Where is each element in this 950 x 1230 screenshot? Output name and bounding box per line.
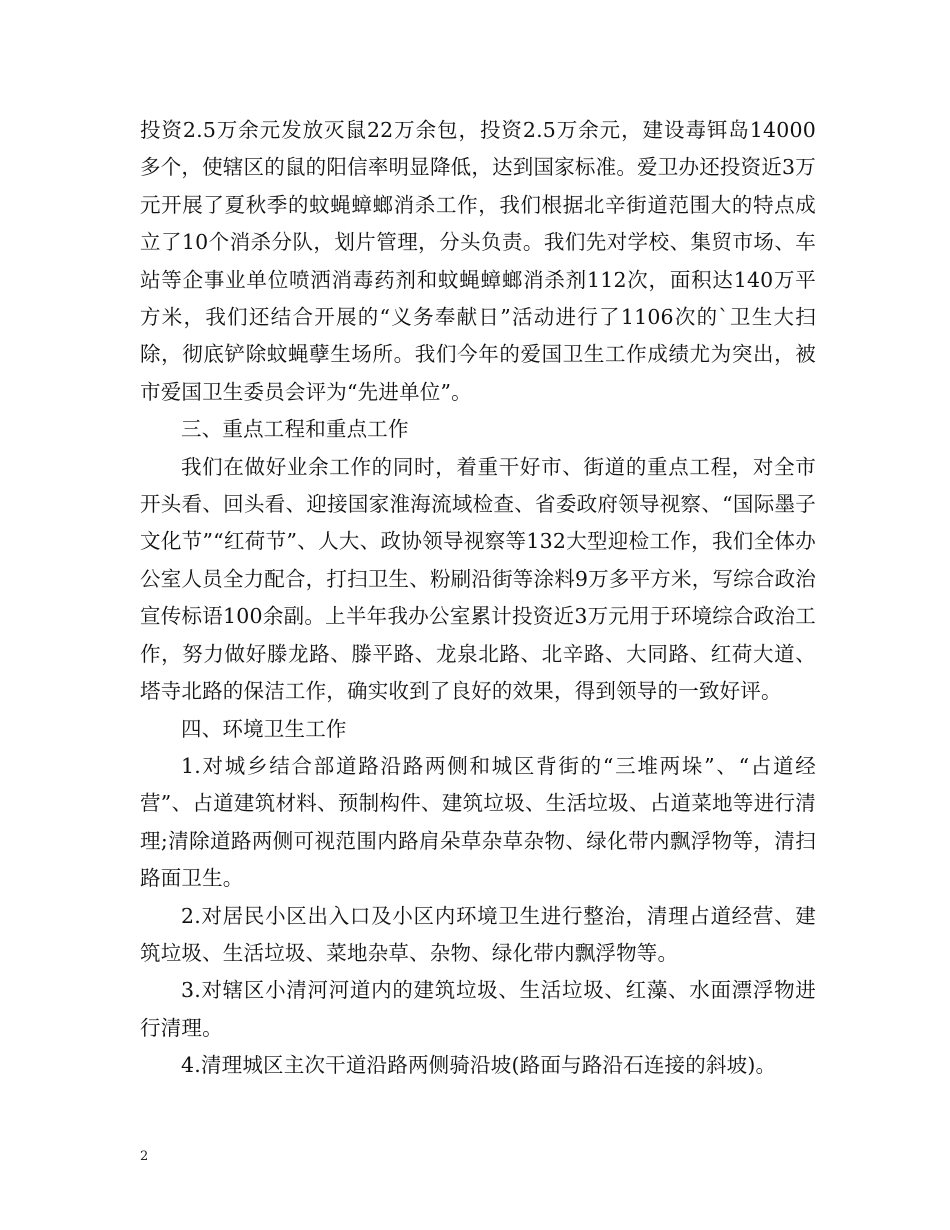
- paragraph-item-3: 3.对辖区小清河河道内的建筑垃圾、生活垃圾、红藻、水面漂浮物进行清理。: [140, 978, 816, 1040]
- page-number: 2: [140, 1149, 149, 1164]
- paragraph-rodent-control: 投资2.5万余元发放灭鼠22万余包，投资2.5万余元，建设毒铒岛14000多个，使辖区的鼠的阳信率明显降低，达到国家标准。爱卫办还投资近3万元开展了夏秋季的蚊蝇蟑螂消杀工作，我们根据北辛街道范围大的特点成立了10个消杀分队，划片管理，分头负责。我们先对学校、集贸市场、车站等企事业单位喷洒消毒药剂和蚊蝇蟑螂消杀剂112次，面积达140万平方米，我们还结合开展的“义务奉献日”活动进行了1106次的`卫生大扫除，彻底铲除蚊蝇孽生场所。我们今年的爱国卫生工作成绩尤为突出，被市爱国卫生委员会评为“先进单位”。: [140, 118, 816, 404]
- paragraph-item-1: 1.对城乡结合部道路沿路两侧和城区背街的“三堆两垛”、“占道经营”、占道建筑材料、预制构件、建筑垃圾、生活垃圾、占道菜地等进行清理;清除道路两侧可视范围内路肩朵草杂草杂物、绿化带内飘浮物等，清扫路面卫生。: [140, 753, 816, 891]
- paragraph-item-4: 4.清理城区主次干道沿路两侧骑沿坡(路面与路沿石连接的斜坡)。: [181, 1053, 777, 1078]
- section-heading-key-projects: 三、重点工程和重点工作: [181, 417, 409, 442]
- paragraph-item-2: 2.对居民小区出入口及小区内环境卫生进行整治，清理占道经营、建筑垃圾、生活垃圾、菜地杂草、杂物、绿化带内飘浮物等。: [140, 903, 816, 965]
- paragraph-key-projects: 我们在做好业余工作的同时，着重干好市、街道的重点工程，对全市开头看、回头看、迎接国家淮海流域检查、省委政府领导视察、“国际墨子文化节”“红荷节”、人大、政协领导视察等132大型迎检工作，我们全体办公室人员全力配合，打扫卫生、粉刷沿街等涂料9万多平方米，写综合政治宣传标语100余副。上半年我办公室累计投资近3万元用于环境综合政治工作，努力做好滕龙路、滕平路、龙泉北路、北辛路、大同路、红荷大道、塔寺北路的保洁工作，确实收到了良好的效果，得到领导的一致好评。: [140, 454, 816, 704]
- section-heading-environmental-sanitation: 四、环境卫生工作: [181, 716, 347, 741]
- document-body: [140, 112, 816, 1085]
